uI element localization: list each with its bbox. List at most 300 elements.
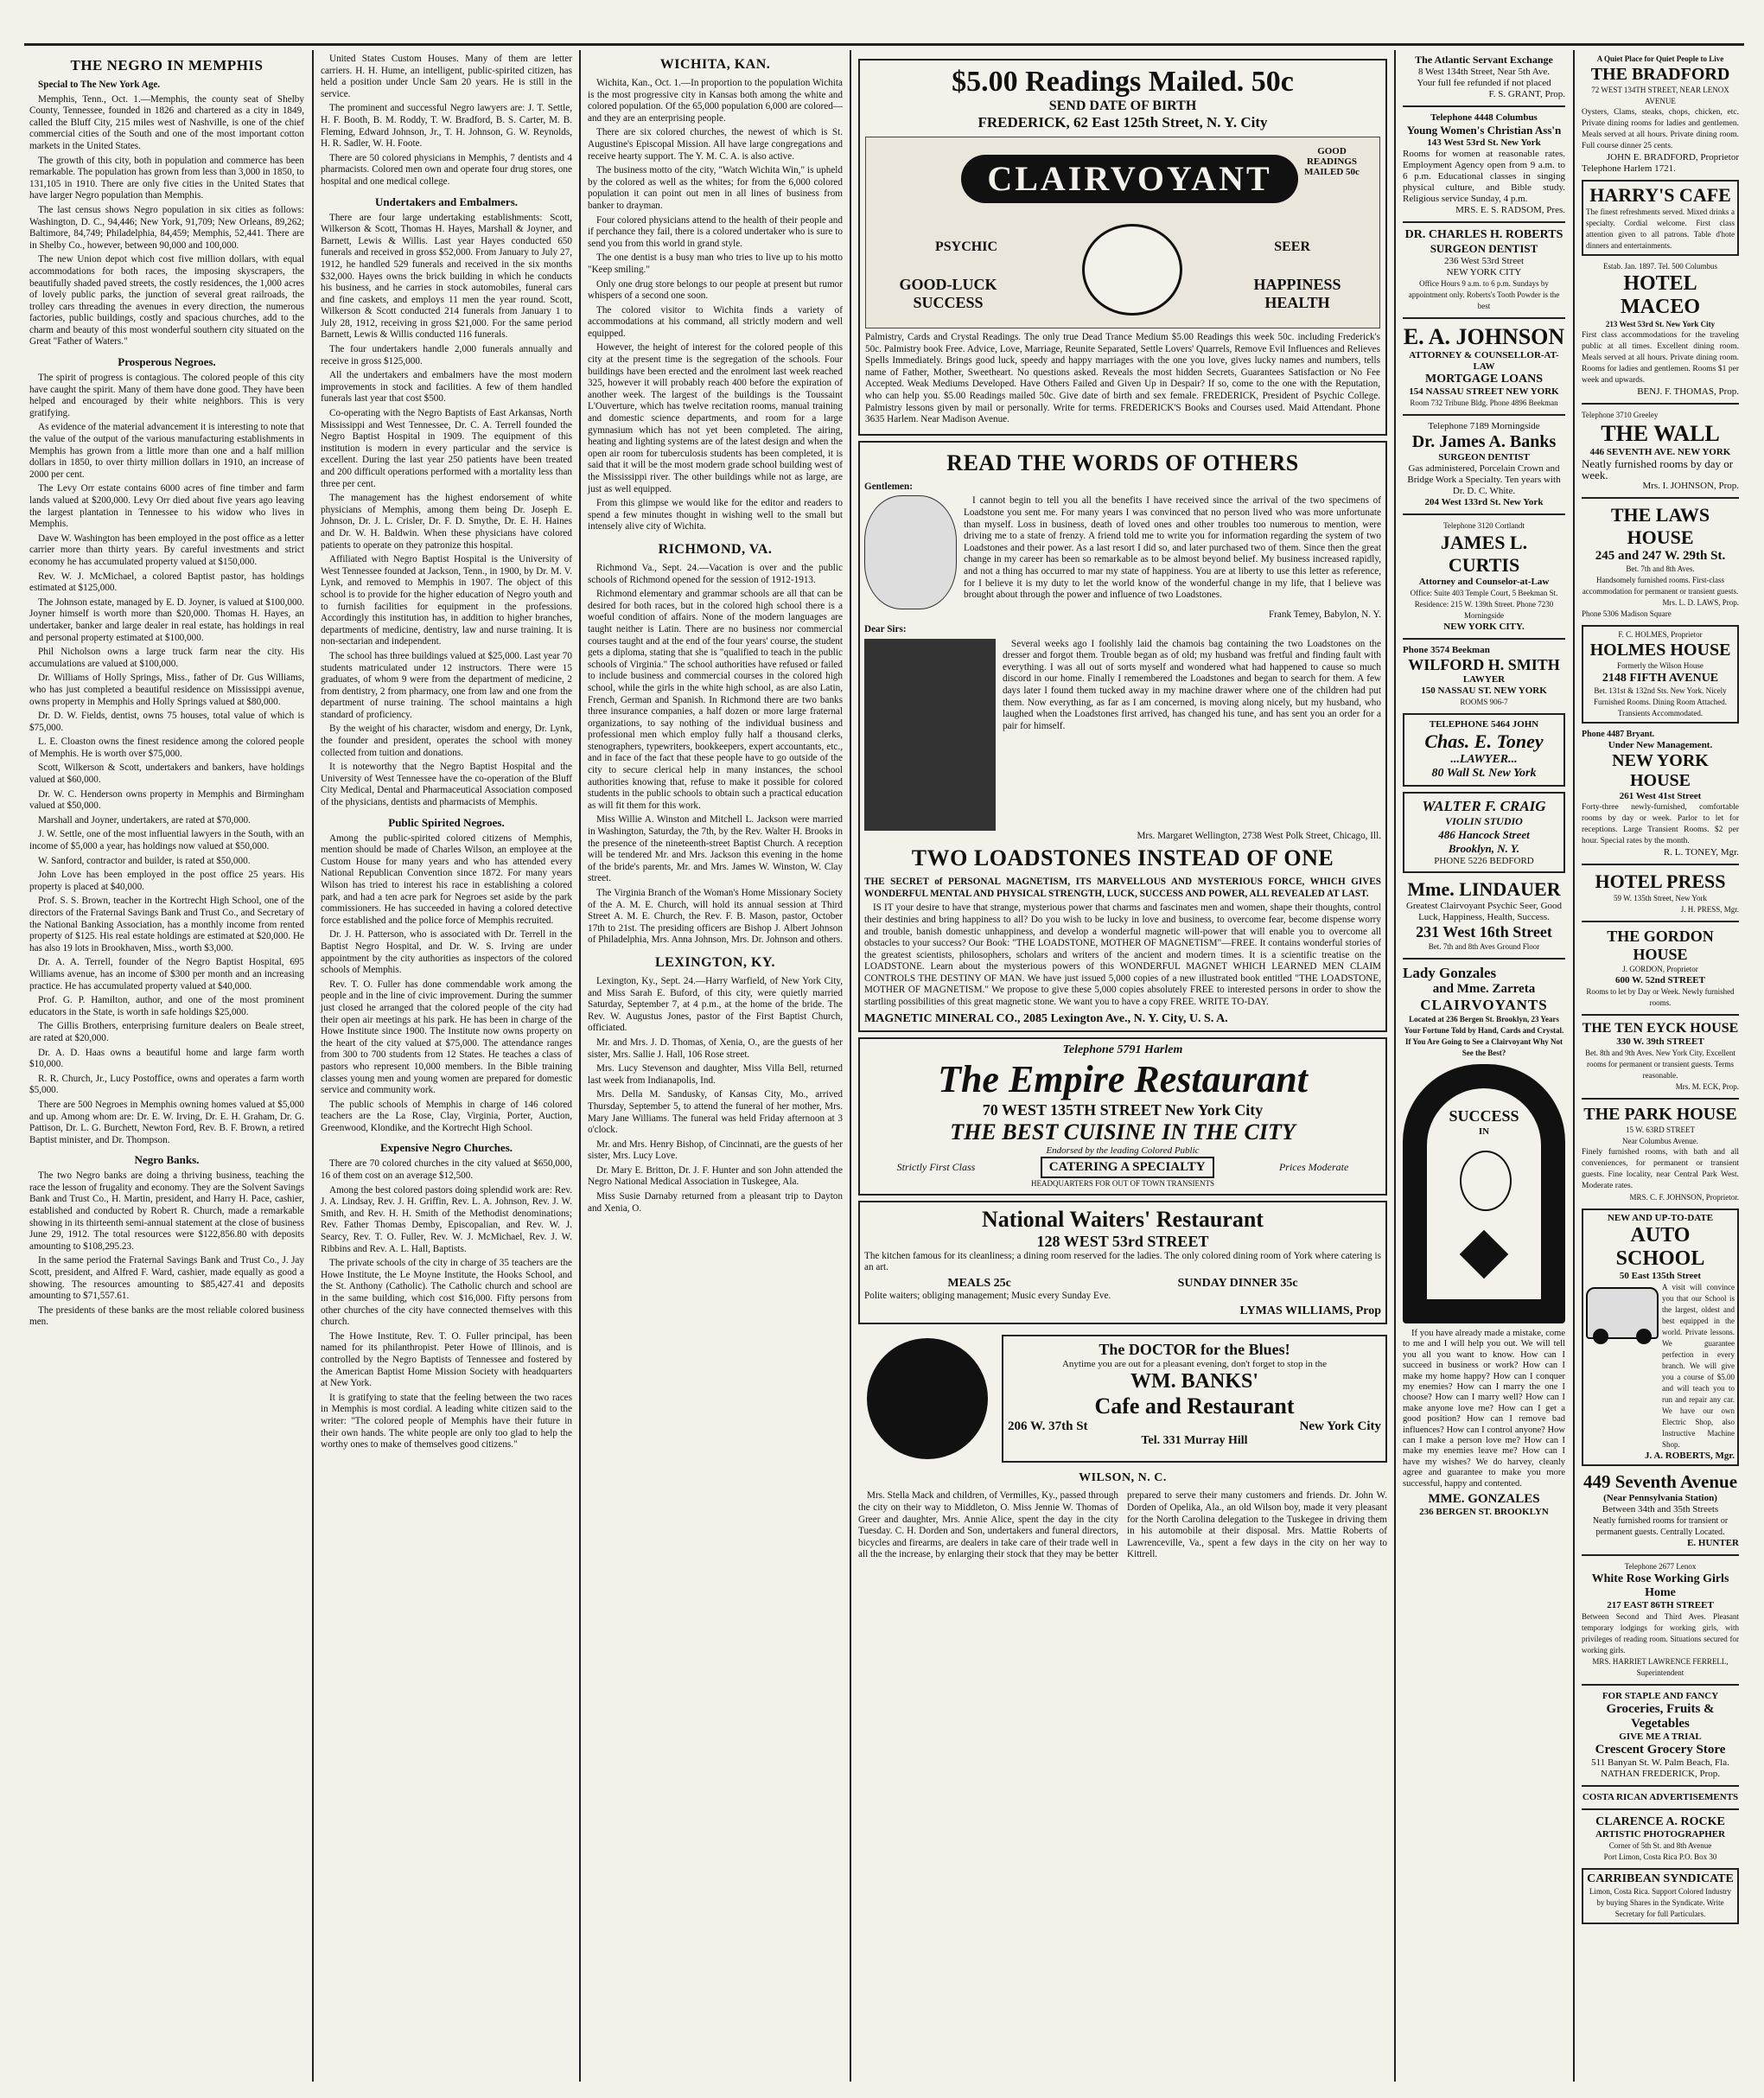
bradford-address: 72 WEST 134TH STREET, NEAR LENOX AVENUE [1591,86,1729,105]
column-rule-3 [850,50,851,2082]
craig-phone: PHONE 5226 BEDFORD [1434,856,1534,866]
holmes-text: Bet. 131st & 132nd Sts. New York. Nicely Furnished Rooms. Dining Room Attached. Transients Accommodated. [1594,686,1727,717]
banks-cafe-ad [1002,1335,1387,1463]
wall-ad [1582,410,1739,492]
paragraph: The Johnson estate, managed by E. D. Joyner, is valued at $100,000. Joyner himself is worth more than $20,000. Thomas H. Hayes, an undertaker, banker and large dealer in real estate, has holdings in real and personal property estimated at $100,000. [29,596,304,643]
signature-2: Mrs. Margaret Wellington, 2738 West Polk Street, Chicago, Ill. [1137,830,1381,841]
subhead-undertakers: Undertakers and Embalmers. [374,194,519,208]
waiters-sunday: SUNDAY DINNER 35c [1177,1276,1298,1290]
column-rule-5 [1573,50,1575,2082]
column-ads-center [853,54,1392,2076]
column-rule-2 [579,50,581,2082]
paragraph: W. Sanford, contractor and builder, is rated at $50,000. [38,855,251,866]
column-wichita [583,54,848,2076]
paragraph: Dr. A. A. Terrell, founder of the Negro Baptist Hospital, 695 Williams avenue, has an income of $300 per month and an increasing practice. He has accumulated property valued at $40,000. [29,957,304,992]
bradford-top: A Quiet Place for Quiet People to Live [1596,54,1724,63]
banks-cafe: Cafe and Restaurant [1094,1393,1295,1419]
ywca-address: 143 West 53rd St. New York [1427,137,1541,148]
holmes-proprietor: F. C. HOLMES, Proprietor [1618,630,1703,639]
auto-name: AUTO SCHOOL [1615,1224,1705,1270]
teneyck-text: Bet. 8th and 9th Aves. New York City. Excellent rooms for permanent or transient guests. Terms reasonable. [1585,1049,1735,1080]
column-ads-professional [1398,54,1570,2076]
carribean-ad [1582,1868,1739,1924]
maceo-name: HOTEL MACEO [1621,272,1700,318]
harrys-name: HARRY'S CAFE [1589,184,1731,206]
wall-address: 446 SEVENTH AVE. NEW YORK [1589,447,1731,457]
paragraph: In the same period the Fraternal Savings Bank and Trust Co., J. Jay Scott, president, and Alfred F. Ward, cashier, made equally as good a showing. The resources amounting to $85,427.41 and deposits amounting to $71,557.61. [29,1255,304,1302]
subhead-prosperous: Prosperous Negroes. [118,355,216,369]
article-body-2 [29,373,304,1146]
curtis-telephone: Telephone 3120 Cortlandt [1443,521,1525,530]
craig-ad [1403,792,1565,873]
carribean-name: CARRIBEAN SYNDICATE [1587,1872,1734,1885]
servant-exchange-ad [1403,54,1565,100]
gonzales-body: If you have already made a mistake, come to me and I will help you out. We will tell you all you want to know. How can I succeed in business or work? How can I make my home happy? How can I conquer my enemies? How can I marry the one I choose? How can I marry well? How can I make anyone love me? How can I get a good position? How can I remove bad influences? How can I control anyone? How can I make a person love me? How can I make my enemies leave me? How can I have my wishes? We do harvey, cleanly agree and guarantee to make you more successful, happy and contented. [1403,1329,1565,1489]
zarreta-name: and Mme. Zarreta [1432,982,1536,996]
letter-2: Several weeks ago I foolishly laid the chamois bag containing the two Loadstones on the dresser and forgot them. Trouble began as of old; my husband was fretful and finding fault with everything. I was all out of sorts myself and wondered what had happened to cause so much discord in our home. Finally I remembered the Loadstones and began to search for them. A few days later I found them tucked away in my machine drawer where one of the children had put them. Now everything, as far as I am concerned, is moving along nicely, but my husband, who laughed when the Loadstones first arrived, has changed his tune, and has sent you an order for a pair for himself. [1003,638,1381,731]
automobile-icon [1586,1287,1659,1339]
paragraph: Rev. T. O. Fuller has done commendable work among the people and in the line of civic improvement. During the summer just closed he arranged that the colored people of the city had their open air meetings at his park. He has been in charge of the Howe Institute since 1900. The Institute now owns property on the heart of the city valued at $75,000. The attendance ranges from 300 to 700 students from 12 States. He teaches a class of pastors who represent 10,000 members. In the Bible training classes young men and young women are prepared for domestic service and community work. [321,979,572,1096]
paragraph: The one dentist is a busy man who tries to live up to his motto "Keep smiling." [588,252,843,275]
rocke-address: Corner of 5th St. and 8th Avenue [1608,1841,1712,1850]
success-in-label: IN [1478,1126,1490,1137]
toney-ad [1403,713,1565,787]
gordon-address: 600 W. 52nd STREET [1615,975,1705,985]
roberts-ad [1403,228,1565,312]
gordon-ad [1582,928,1739,1009]
teneyck-name: THE TEN EYCK HOUSE [1582,1021,1739,1036]
portrait-woman [864,639,996,831]
article-title-lexington: LEXINGTON, KY. [654,954,776,970]
paragraph: J. W. Settle, one of the most influential lawyers in the South, with an income of $5,000 a year, has holdings now valued at $50,000. [29,829,304,852]
hotel-press-ad [1582,870,1739,915]
laws-proprietor: Mrs. L. D. LAWS, Prop. [1662,598,1739,607]
ywca-telephone: Telephone 4448 Columbus [1430,112,1538,123]
laws-between: Bet. 7th and 8th Aves. [1626,564,1695,573]
two-loadstones-title: TWO LOADSTONES INSTEAD OF ONE [911,845,1334,871]
auto-text: A visit will convince you that our School is the largest, oldest and best equipped in the world. Private lessons. We guarantee perfection in every branch. We will give you a course of $5.00 and will teach you to run and repair any car. We have our own Electric Shop, also Instructive Machine Shop. [1662,1283,1735,1449]
read-words-title: READ THE WORDS OF OTHERS [946,450,1299,475]
ywca-text: Rooms for women at reasonable rates. Employment Agency open from 9 a.m. to 6 p.m. Educational classes in singing physical culture, and Bible study. Religious service Sunday, 4 p.m. [1403,149,1565,204]
toney-title: ...LAWYER... [1450,753,1518,766]
paragraph: The spirit of progress is contagious. The colored people of this city have caught the spirit. Many of them have done good. They have been helped and encouraged by their white neighbors. This is very gratifying. [29,373,304,418]
paragraph: Rev. W. J. McMichael, a colored Baptist pastor, has holdings estimated at $125,000. [29,571,304,594]
holmes-former: Formerly the Wilson House [1617,661,1704,670]
paragraph: Memphis, Tenn., Oct. 1.—Memphis, the county seat of Shelby County, Tennessee, founded in 1826 and chartered as a city in 1849, called the Bluff City, 215 miles west of Nashville, is one of the chief commercial cities of the South and one of the most important cotton markets in the United States. [29,93,304,151]
paragraph: There are 500 Negroes in Memphis owning homes valued at $5,000 and up. Among whom are: Dr. E. W. Irving, Dr. E. H. Graham, Dr. G. Pattison, Dr. L. G. Burchett, Newton Ford, Rev. B. F. Brown, a retired Baptist minister, and Dr. Thompson. [29,1099,304,1145]
smith-ad [1403,645,1565,708]
maceo-proprietor: BENJ. F. THOMAS, Prop. [1637,386,1739,397]
wall-proprietor: Mrs. I. JOHNSON, Prop. [1642,481,1739,491]
white-address: 217 EAST 86TH STREET [1607,1600,1714,1610]
paragraph: The two Negro banks are doing a thriving business, teaching the race the lesson of frugality and economy. They are the Solvent Savings Bank and Trust Co., H. Martin, president, and Harry H. Pace, cashier, established and conducted by Robert R. Church, made a remarkable showing in its thirteenth semi-annual statement at the close of business June 29, 1912. The total resources were $122,856.80 with deposits amounting to $108,295.23. [29,1170,304,1252]
toney-telephone: TELEPHONE 5464 JOHN [1429,719,1539,730]
white-superintendent: MRS. HARRIET LAWRENCE FERRELL, Superintendent [1592,1657,1729,1677]
empire-prices: Prices Moderate [1278,1160,1349,1173]
clairvoyant-banner: CLAIRVOYANT [961,155,1298,203]
paragraph: Mr. and Mrs. Henry Bishop, of Cincinnati, are the guests of her sister, Mrs. Lucy Love. [588,1138,843,1162]
ad-headline: $5.00 Readings Mailed. 50c [952,66,1294,98]
gordon-text: Rooms to let by Day or Week. Newly furnished rooms. [1586,987,1735,1007]
paragraph: Among the best colored pastors doing splendid work are: Rev. J. A. Lindsay, Rev. J. H. Griffin, Rev. L. A. Johnson, Rev. J. W. Smith, and Rev. H. H. Smith of the Methodist denominations; Rev. Father Thomas Demby, Episcopalian, and Rev. W. J. Searcy, Rev. T. O. Fuller, Rev. W. J. McMichael, Rev. J. W. Ribbins and Rev. A. L. Hall, Baptists. [321,1184,572,1254]
two-loadstones-sub: THE SECRET of PERSONAL MAGNETISM, ITS MARVELLOUS AND MYSTERIOUS FORCE, WHICH GIVES WONDERFUL MENTAL AND PHYSICAL STRENGTH, LUCK, SUCCESS AND POWER, ALL REVEALED AT LAST. [864,877,1381,899]
paragraph: Miss Susie Darnaby returned from a pleasant trip to Dayton and Xenia, O. [588,1191,843,1214]
auto-school-ad [1582,1208,1739,1466]
gordon-name: THE GORDON HOUSE [1607,928,1714,963]
two-loadstones-body: IS IT your desire to have that strange, mysterious power that charms and fascinates men and women, shape their thoughts, control their destinies and bring happiness to all? Do you wish to be lucky in love and business, to overcome fear, become dispense worry and trouble, banish domestic unhappiness, and develop a wonderful magnetic will-power that will enable you to overcome all obstacles to your success? Our Book: "THE LOADSTONE, MOTHER OF MAGNETISM"—FREE. It contains wonderful stories of the greatest scientists, philosophers, scholars and writers of the ancient and modern times. It is a scientific treatise on the LOADSTONE. Learn about the mysterious powers of this WONDERFUL MAGNET WHICH LEARNED MEN CLAIM CONTROLS THE DESTINY OF MAN. We have just issued 5,000 copies of a new illustrated book entitled "THE LOADSTONE, MOTHER OF MAGNETISM." We propose to give these 5,000 copies absolutely FREE to interested persons in order to show the startling possibilities of this great magnetic stone. We want you to have a copy FREE. WRITE TO-DAY. [864,902,1381,1008]
seer-label: SEER [1274,239,1310,254]
nyh-address: 261 West 41st Street [1619,791,1702,801]
agency-name: The Atlantic Servant Exchange [1415,54,1553,66]
park-proprietor: MRS. C. F. JOHNSON, Proprietor. [1629,1193,1739,1202]
seventh-between: Between 34th and 35th Streets [1602,1504,1719,1515]
grocery-top: FOR STAPLE AND FANCY [1602,1691,1719,1701]
carribean-text: Limon, Costa Rica. Support Colored Industry by buying Shares in the Syndicate. Write Secretary for full Particulars. [1589,1887,1732,1918]
wall-name: THE WALL [1601,421,1720,446]
paragraph: The presidents of these banks are the most reliable colored business men. [29,1304,304,1328]
banks-dentist-address: 204 West 133rd St. New York [1424,497,1544,507]
gonzales-ad [1403,965,1565,1518]
johnson-name: E. A. JOHNSON [1403,324,1565,349]
banks-name: WM. BANKS' [1130,1370,1258,1393]
paragraph: The school has three buildings valued at $25,000. Last year 70 students matriculated under 12 instructors. There were 15 graduates, of whom 9 were from the department of medicine, 2 from dentistry, 2 from pharmacy, one from law and one from the department of nurse training. The school maintains a high standard of proficiency. [321,650,572,720]
bradford-name: THE BRADFORD [1590,65,1730,84]
frederick-ad [858,59,1387,436]
grocery-address: 511 Banyan St. W. Palm Beach, Fla. [1591,1757,1729,1768]
top-rule [24,43,1744,46]
bradford-text: Oysters, Clams, steaks, chops, chicken, etc. Private dining rooms for ladies and gentlemen. Meals served at all hours. Private dining room. Full course dinner 25 cents. [1582,108,1739,150]
subhead-churches: Expensive Negro Churches. [380,1141,513,1155]
gonzales-footer-address: 236 BERGEN ST. BROOKLYN [1419,1507,1549,1518]
paragraph: Dr. A. D. Haas owns a beautiful home and large farm worth $10,000. [29,1047,304,1070]
paragraph: The business motto of the city, "Watch Wichita Win," is upheld by the colored as well as the whites; for from the 6,000 colored population it can point out men in all lines of business from banker to drayman. [588,165,843,211]
smith-phone: Phone 3574 Beekman [1403,645,1490,655]
ad-send-date: SEND DATE OF BIRTH [1048,99,1197,113]
dateline: Special to The New York Age. [38,80,161,90]
article-body [588,78,843,533]
paragraph: L. E. Cloaston owns the finest residence among the colored people of Memphis. He is worth over $75,000. [29,737,304,759]
gordon-proprietor: J. GORDON, Proprietor [1622,965,1698,973]
curtis-ad [1403,520,1565,633]
paragraph: Co-operating with the Negro Baptists of East Arkansas, North Mississippi and West Tennessee, Dr. C. A. Terrell founded the Negro Baptist Hospital in 1909. The equipment of this institution is modern in every particular and the service is excellent. During the last year 250 patients have been treated and 200 difficult operations performed with a mortality less than three per cent. [321,408,572,489]
holmes-ad [1582,625,1739,724]
grocery-headline: Groceries, Fruits & Vegetables [1606,1702,1715,1731]
rocke-city: Port Limon, Costa Rica P.O. Box 30 [1603,1852,1717,1861]
paragraph: Richmond elementary and grammar schools are all that can be desired for both races, but in the colored high school there is a woeful condition of affairs. None of the modern languages are taught neither is Latin. There are no business nor commercial courses taught and at the end of the four years' course, the student gets a diploma, stating that she is "qualified to teach in the public schools of Virginia." The school authorities have refused or failed to include business and commercial courses in the colored high school, while the girls in the white high school, as are also Latin, French, German and Spanish. In Richmond there are two banks three insurance companies, a half dozen or more large fraternal organizations, to say nothing of the individual business and professional men which employ fully half a thousand clerks, stenographers, typewriters, bookkeepers, expert accountants, etc., and in face of the fact that these people have to go outside of the city to secure clerical help in many instances, the school authorities knowing that, refuse to make it possible for colored students in the public schools to obtain such a practical education as will fit them for this work. [588,589,843,811]
black-circle-graphic [858,1330,997,1468]
banks-dentist-title: SURGEON DENTIST [1438,452,1530,462]
nyh-text: Forty-three newly-furnished, comfortable rooms by day or week. Parlor to let for receptions. Large Transient Rooms. $2 per hour. Special rates by the month. [1582,803,1739,845]
paragraph: It is noteworthy that the Negro Baptist Hospital and the University of West Tennessee have the co-operation of the Bluff City Medical, Dental and Pharmaceutical Association composed of the physicians, dentists and pharmacists of Memphis. [321,762,572,808]
press-name: HOTEL PRESS [1595,870,1726,892]
roberts-title: SURGEON DENTIST [1430,242,1538,255]
paragraph: Four colored physicians attend to the health of their people and if perchance they fail, there is a colored undertaker who is sure to send you from this world in grand style. [588,214,843,249]
banks-dentist-name: Dr. James A. Banks [1411,432,1557,451]
bradford-ad [1582,54,1739,175]
craig-address: 486 Hancock Street [1438,828,1530,841]
face-icon [1460,1151,1512,1211]
empire-telephone: Telephone 5791 Harlem [1062,1043,1183,1056]
paragraph: Affiliated with Negro Baptist Hospital is the University of West Tennessee founded at Jackson, Tenn., in 1900, by Dr. M. V. Lynk, and removed to Memphis in 1907. The object of this school is to provide for the higher education of Negro youth and to furnish facilities for equipment in the professions. Accordingly this institution has, in addition to higher branches, departments of medicine, dentistry, law and nurse training. It is non-sectarian and independent. [321,554,572,647]
auto-address: 50 East 135th Street [1619,1271,1702,1281]
paragraph: The Gillis Brothers, enterprising furniture dealers on Beale street, are rated at $20,000. [29,1021,304,1043]
empire-restaurant-ad [858,1037,1387,1196]
roberts-address: 236 West 53rd Street [1443,256,1525,266]
nyh-management: Under New Management. [1608,740,1713,750]
paragraph: Marshall and Joyner, undertakers, are rated at $70,000. [38,814,251,826]
doctor-sub: Anytime you are out for a pleasant evening, don't forget to stop in the [1061,1359,1328,1370]
paragraph: The colored visitor to Wichita finds a variety of accommodations at his command, all strictly modern and well equipped. [588,304,843,339]
smith-room: ROOMS 906-7 [1460,698,1508,706]
paragraph: There are 50 colored physicians in Memphis, 7 dentists and 4 pharmacists. Colored men own and operate four drug stores, one hospital and one medical college. [321,152,572,187]
paragraph: The Virginia Branch of the Woman's Home Missionary Society of the A. M. E. Church, will hold its annual session at Third Street A. M. E. Church, the Rev. F. B. Mason, pastor, October 17th to 21st. The presiding officers are Bishop J. Albert Johnson of Philadelphia, Mrs. Anna Johnson, Mrs. Dr. Johnson and others. [588,888,843,946]
teneyck-address: 330 W. 39th STREET [1616,1036,1704,1047]
laws-phone: Phone 5306 Madison Square [1582,609,1672,618]
good-readings-label: GOOD READINGS MAILED 50c [1304,146,1360,177]
smith-address: 150 NASSAU ST. NEW YORK [1421,686,1547,696]
curtis-name: JAMES L. CURTIS [1440,532,1528,576]
waiters-body: The kitchen famous for its cleanliness; a dining room reserved for the ladies. The only colored dining room of York where catering is an art. [864,1250,1381,1273]
doctor-headline: The DOCTOR for the Blues! [1099,1341,1290,1359]
toney-name: Chas. E. Toney [1424,730,1544,752]
paragraph: Dr. J. H. Patterson, who is associated with Dr. Terrell in the Baptist Negro Hospital, and Dr. W. S. Irving are under appointment by the city authorities as inspectors of the colored schools of Memphis. [321,929,572,976]
paragraph: Richmond Va., Sept. 24.—Vacation is over and the public schools of Richmond opened for the session of 1912-1913. [588,562,843,585]
press-address: 59 W. 135th Street, New York [1613,894,1707,902]
happiness-label: HAPPINESS HEALTH [1253,276,1341,311]
article-body-2 [321,213,572,809]
laws-name: THE LAWS HOUSE [1610,504,1710,548]
maceo-ad [1582,261,1739,398]
johnson-mortgage: MORTGAGE LOANS [1424,373,1544,386]
article-body [321,103,572,188]
maceo-established: Estab. Jan. 1897. Tel. 500 Columbus [1603,262,1717,271]
lindauer-ad [1403,878,1565,953]
white-rose-ad [1582,1561,1739,1679]
paragraph: Dr. Williams of Holly Springs, Miss., father of Dr. Gus Williams, who has just completed a beautiful residence on Mississippi avenue, owns property in Memphis and Holly Springs valued at $80,000. [29,673,304,707]
magnetic-mineral-address: MAGNETIC MINERAL CO., 2085 Lexington Ave., N. Y. City, U. S. A. [864,1011,1228,1025]
article-title-richmond: RICHMOND, VA. [658,541,773,557]
paragraph: Dr. D. W. Fields, dentist, owns 75 houses, total value of which is $75,000. [29,711,304,733]
lindauer-between: Bet. 7th and 8th Aves Ground Floor [1428,942,1540,951]
grocery-give: GIVE ME A TRIAL [1619,1731,1702,1742]
paragraph: Lexington, Ky., Sept. 24.—Harry Warfield, of New York City, and Miss Sarah E. Buford, of this city, were quietly married Saturday, September 7, at 4 p.m., at the home of the bride. The Rev. W. Augustus Jones, pastor of the First Baptist Church, officiated. [588,975,843,1034]
subhead-banks: Negro Banks. [134,1153,200,1167]
crystal-ball-icon [1082,224,1182,316]
harrys-text: The finest refreshments served. Mixed drinks a specialty. Cordial welcome. First class attention given to all patrons. Table d'hote dinners and entertainments. [1586,207,1735,250]
rocke-ad [1582,1815,1739,1863]
ten-eyck-ad [1582,1021,1739,1093]
nyh-phone: Phone 4487 Bryant. [1582,730,1655,739]
paragraph: Scott, Wilkerson & Scott, undertakers and bankers, have holdings valued at $60,000. [29,762,304,786]
paragraph: From this glimpse we would like for the editor and readers to spend a few minutes thought in wishing well to the small but intensely alive city of Wichita. [588,498,843,532]
paragraph: The four undertakers handle 2,000 funerals annually and receive in gross $125,000. [321,344,572,367]
craig-city: Brooklyn, N. Y. [1448,842,1520,855]
paragraph: Mr. and Mrs. J. D. Thomas, of Xenia, O., are the guests of her sister, Mrs. Sallie J. Hall, 106 Rose street. [588,1036,843,1060]
seventh-proprietor: E. HUNTER [1687,1538,1739,1548]
clairvoyants-address: Located at 236 Bergen St. Brooklyn, 23 Years [1409,1015,1559,1023]
grocery-ad [1582,1691,1739,1780]
roberts-hours: Office Hours 9 a.m. to 6 p.m. Sundays by appointment only. Roberts's Tooth Powder is the best [1408,279,1560,310]
press-proprietor: J. H. PRESS, Mgr. [1680,905,1739,914]
waiters-meals: MEALS 25c [947,1276,1011,1290]
paragraph: Prof. S. S. Brown, teacher in the Kortrecht High School, one of the directors of the Fraternal Savings Bank and Trust Co., and Secretary of the National Banking Association, has a monthly income from rented property of $125. His real estate holdings are estimated at $20,000. He has also 19 lots in Brookhaven, Miss., worth $3,000. [29,896,304,953]
seventh-near: (Near Pennsylvania Station) [1603,1493,1717,1503]
paragraph: R. R. Church, Jr., Lucy Postoffice, owns and operates a farm worth $5,000. [29,1073,304,1096]
letter-1: I cannot begin to tell you all the benefits I have received since the arrival of the two specimens of Loadstone you sent me. For many years I was convinced that no person lived who was more unfortunate than myself. Loss in business, death of loved ones and other troubles too numerous to mention, were driving me to a state of frenzy. A friend told me to write you for information regarding the system of two Loadstones and their power. As a last resort I did so, and later purchased two of them. Since then the great change in my career has been so remarkable as to be almost beyond belief. My business increased rapidly, and not a thing has occurred to mar my state of happiness. You are at liberty to use this letter as reference, for I believe it is my duty to let the world know of the wonderful change in my life, that I believe was brought about through the power and influence of two Loadstones. [964,495,1381,601]
empire-endorse: Endorsed by the leading Colored Public [1046,1145,1200,1156]
park-house-ad [1582,1105,1739,1203]
salutation-2: Dear Sirs: [864,623,907,635]
curtis-title: Attorney and Counselor-at-Law [1418,577,1550,587]
laws-address: 245 and 247 W. 29th St. [1595,549,1726,563]
gonzales-name: Lady Gonzales [1403,965,1497,981]
maceo-text: First class accommodations for the traveling public at all times. Excellent dining room. Meals served at all hours. Private dining room. Rooms for ladies and gentlemen. Rooms $1 per week and upwards. [1582,331,1739,385]
park-near: Near Columbus Avenue. [1621,1137,1699,1145]
bradford-proprietor: JOHN E. BRADFORD, Proprietor [1606,152,1739,163]
column-rule-4 [1394,50,1396,2082]
wilson-body: Mrs. Stella Mack and children, of Vermilles, Ky., passed through the city on their way to Middleton, O. Miss Jennie W. Thomas of Greer and daughter, Mrs. Annie Alice, spent the day in the city Tuesday. C. H. Dorden and Son, undertakers and funeral directors, bicycles and firearms, are dealers in take care of their trade well in all the the increase, by enlarging their stock that they may be better prepared to serve their many customers and friends. Dr. John W. Dorden of Opelika, Ala., an old Wilson boy, made it very pleasant for the North Carolina delegation to the Tuskegee in driving them in his automobile at their disposal. Mrs. Mattie Roberts of Lawrenceville, Va., spent a few days in the city on her way to Kittrell. [858,1490,1387,1560]
agency-proprietor: F. S. GRANT, Prop. [1488,89,1565,99]
banks-dentist-text: Gas administered, Porcelain Crown and Bridge Work a Specialty. Ten years with Dr. D. C. White. [1407,463,1561,496]
ad-address: FREDERICK, 62 East 125th Street, N. Y. City [978,114,1268,131]
holmes-name: HOLMES HOUSE [1589,641,1731,660]
paragraph: The last census shows Negro population in six cities as follows: Washington, D. C., 94,446; New York, 91,709; New Orleans, 89,262; Baltimore, 84,749; Philadelphia, 84,459; Memphis, 52,441. There are in Shelby Co., however, between 90,000 and 100,000. [29,204,304,251]
empire-name: The Empire Restaurant [938,1057,1308,1100]
banks-city: New York City [1299,1419,1381,1434]
paragraph: Miss Willie A. Winston and Mitchell L. Jackson were married in Washington, Saturday, the 7th, by the Rev. Walter H. Brooks in the presence of the nineteenth-street Baptist Church. A reception will be tendered Mr. and Mrs. Jackson this evening in the home of the bride's parents, Mr. and Mrs. James W. Winston, W. Clay street. [588,814,843,884]
park-address: 15 W. 63RD STREET [1625,1126,1695,1134]
gonzales-footer-name: MME. GONZALES [1428,1492,1540,1507]
waiters-address: 128 WEST 53rd STREET [1036,1232,1209,1250]
love-label: LOVE [1471,1304,1497,1313]
paragraph: However, the height of interest for the colored people of this city at the present time is the segregation of the schools. Four buildings have been erected and the enrolment last week reached 325, however it will probably reach 400 before the expiration of another week. The largest of the buildings is the Toussaint L'Ouverture, which has twelve recitation rooms, manual training and domestic science departments, and room for a large gymnasium which has not yet been completed. The airing, heating and lighting systems are of the latest design and when the open air room for tuberculosis students has been completed, it is said that it will be the most modern grade school building west of the Mississippi river. The other buildings while not as large, are just as well equipped. [588,342,843,494]
park-text: Finely furnished rooms, with bath and all conveniences, for permanent or transient guests. Fine locality, near Central Park West. Moderate rates. [1582,1148,1739,1190]
paragraph: The private schools of the city in charge of 35 teachers are the Howe Institute, the Le Moyne Institute, the Hooks School, and the St. Anthony (Catholic). The Catholic church and school are in the same building, which cost $16,000. Fifty persons from other churches of the city have connected themselves with this church. [321,1258,572,1328]
park-name: THE PARK HOUSE [1583,1105,1737,1124]
article-body-2 [588,563,843,947]
harrys-cafe-ad [1582,180,1739,256]
paragraph: There are 70 colored churches in the city valued at $650,000, 16 of them cost on an average $12,500. [321,1158,572,1182]
rocke-name: CLARENCE A. ROCKE [1595,1815,1725,1828]
portrait-man [864,495,957,609]
paragraph: The Howe Institute, Rev. T. O. Fuller principal, has been named for its philanthropist. Peter Howe of Illinois, and is controlled by the Negro Baptists of Tennessee and fostered by the American Baptist Home Mission Society with headquarters at New York. [321,1330,572,1389]
wall-text: Neatly furnished rooms by day or week. [1582,457,1734,481]
paragraph: Mrs. Lucy Stevenson and daughter, Miss Villa Bell, returned last week from Indianapolis, Ind. [588,1063,843,1086]
rocke-title: ARTISTIC PHOTOGRAPHER [1595,1829,1726,1840]
paragraph: The Levy Orr estate contains 6000 acres of fine timber and farm lands valued at $200,000. Levy Orr died about five years ago leaving the largest plantation in Tennessee to his widow who lives in Memphis. [29,483,304,530]
craig-name: WALTER F. CRAIG [1422,798,1546,814]
agency-address: 8 West 134th Street, Near 5th Ave. [1417,67,1551,77]
paragraph: There are six colored churches, the newest of which is St. Augustine's Episcopal Mission. All have large congregations and receive hearty support. The Y. M. C. A. is also active. [588,127,843,162]
white-telephone: Telephone 2677 Lenox [1624,1562,1697,1571]
salutation: Gentlemen: [864,481,913,492]
empire-catering: CATERING A SPECIALTY [1041,1157,1214,1178]
toney-address: 80 Wall St. New York [1431,767,1537,780]
johnson-title: ATTORNEY & COUNSELLOR-AT-LAW [1409,350,1559,372]
nyh-name: NEW YORK HOUSE [1612,751,1709,790]
waiters-restaurant-ad [858,1201,1387,1325]
agency-text: Your full fee refunded if not placed [1417,78,1551,88]
empire-best: THE BEST CUISINE IN THE CITY [950,1119,1296,1145]
ad-body: Palmistry, Cards and Crystal Readings. The only true Dead Trance Medium $5.00 Readings this week 50c. including Frederick's 50c. Palmistry book Free. Advice, Love, Marriage, Reunite Separated, Settle Lovers' Quarrels, Remove Evil Influences and Relieves Spells Immediately. Brings good luck, speedy and happy marriages with the one you love, gives lucky names and numbers, tells name of Father, Mother, Sweetheart. No questions asked. Reveals the most hidden Secrets, Guarantees Satisfaction or No Fee Accepted. Weak Mediums Developed. Have Others Failed and Given Up in Despair? If so, come to the one with the Reputation, who can help you. $5.00 Readings mailed 50c. Give date of birth and sex female. FREDERICK, President of Psychic College. Palmistry lessons given by mail or personally. Write for terms. FREDERICK'S Books and Courses used. Maid Attendant. Phone 3635 Harlem. Near Madison Avenue. [865,332,1380,425]
paragraph: Among the public-spirited colored citizens of Memphis, mention should be made of Charles Wilson, an employee at the Custom House for many years and who has attended every National Republican Convention since 1872. For many years Wilson has tried to interest his race in establishing a colored park, and had a ten acre park for Negroes set aside by the park commissioners. He has succeeded in having a colored detective force established and the police force of Memphis recruited. [321,832,572,926]
column-memphis-cont [315,54,577,2076]
laws-text: Handsomely furnished rooms. First-class accommodation for permanent or transient guests. [1582,576,1739,596]
column-rule-1 [312,50,314,2082]
newspaper-page [24,35,1744,2083]
intro-paragraph: United States Custom Houses. Many of them are letter carriers. H. H. Hume, an intelligent, public-spirited citizen, has held a position under Uncle Sam 20 years. He is still in the service. [321,54,572,99]
paragraph: Only one drug store belongs to our people at present but rumor whispers of a second one soon. [588,278,843,302]
paragraph: There are four large undertaking establishments: Scott, Wilkerson & Scott, Thomas H. Hayes, Marshall & Joyner, and Barnett, Lewis & Willis. Last year Hayes conducted 650 funerals and received in gross $52,000. From January to July 27, 1912, he handled 529 funerals and received in the six months $32,000. Hayes owns the brick building in which he conducts his business, and he carries in stock automobiles, funeral cars and fine caskets, and employs 11 men the year round. Scott, Wilkerson & Scott conducted 214 funerals from January 1 to July 28, 1912, receiving in gross $21,000. For the same period Barnett, Lewis & Willis conducted 116 funerals. [321,212,572,341]
goodluck-label: GOOD-LUCK SUCCESS [899,276,997,311]
laws-ad [1582,504,1739,620]
paragraph: Prof. G. P. Hamilton, author, and one of the most prominent educators in the State, is worth in safe holdings $25,000. [29,995,304,1017]
waiters-body-2: Polite waiters; obliging management; Music every Sunday Eve. [864,1290,1111,1301]
roberts-name: DR. CHARLES H. ROBERTS [1404,228,1563,241]
johnson-address: 154 NASSAU STREET NEW YORK [1409,386,1559,397]
article-title-wichita: WICHITA, KAN. [659,57,771,72]
ywca-name: Young Women's Christian Ass'n [1406,124,1562,137]
waiters-proprietor: LYMAS WILLIAMS, Prop [1239,1304,1381,1318]
banks-telephone: Telephone 7189 Morningside [1428,421,1540,431]
banks-dentist-ad [1403,421,1565,508]
paragraph: All the undertakers and embalmers have the most modern improvements in stock and facilities. A few of them handled funerals last year that cost $500. [321,370,572,405]
article-body-4 [321,1158,572,1451]
paragraph: The growth of this city, both in population and commerce has been remarkable. The population has grown from less than 3,000 in 1850, to 131,105 in 1910. There are only five cities in the United States that have larger Negro population than Memphis. [29,155,304,201]
nyh-proprietor: R. L. TONEY, Mgr. [1663,847,1739,858]
article-body [29,94,304,348]
lindauer-name: Mme. LINDAUER [1407,878,1561,900]
roberts-city: NEW YORK CITY [1446,267,1522,277]
curtis-city: NEW YORK CITY. [1443,622,1525,632]
clairvoyants-label: CLAIRVOYANTS [1420,997,1548,1013]
seventh-name: 449 Seventh Avenue [1583,1471,1738,1492]
signature-1: Frank Temey, Babylon, N. Y. [1268,609,1381,621]
ywca-ad [1403,112,1565,216]
paragraph: The management has the highest endorsement of white physicians of Memphis, among them being Dr. Joseph E. Johnson, Dr. J. L. Crisler, Dr. F. D. Smythe, Dr. E. H. Haines and Dr. W. H. Baldwin. When these physicians have colored patients to operate on they patronize this hospital. [321,493,572,551]
lindauer-address: 231 West 16th Street [1416,923,1552,941]
white-text: Between Second and Third Aves. Pleasant temporary lodgings for working girls, with privileges of reading room. Situations secured for working girls. [1582,1612,1739,1655]
smith-title: LAWYER [1462,674,1506,685]
paragraph: Dr. Mary E. Britton, Dr. J. F. Hunter and son John attended the Negro National Medical Association in Tuskegee, Ala. [588,1164,843,1188]
success-label: SUCCESS [1449,1107,1519,1125]
smith-name: WILFORD H. SMITH [1408,656,1560,673]
horseshoe-illustration [1403,1064,1565,1323]
grocery-name: Crescent Grocery Store [1595,1743,1726,1757]
auto-manager: J. A. ROBERTS, Mgr. [1644,1451,1735,1461]
new-york-house-ad [1582,729,1739,858]
clairvoyants-text: Your Fortune Told by Hand, Cards and Crystal. If You Are Going to See a Clairvoyant Why Not See the Best? [1404,1026,1564,1057]
paragraph: As evidence of the material advancement it is interesting to note that the value of the output of the various manufacturing establishments in Memphis has grown from a little more than one and a half million dollars in 1850, to over thirty million dollars in 1910, an increase of 2000 per cent. [29,422,304,480]
paragraph: Dave W. Washington has been employed in the post office as a letter carrier more than thirty years. By careful investments and strict economy he has accumulated property valued at $150,000. [29,532,304,567]
grocery-proprietor: NATHAN FREDERICK, Prop. [1600,1769,1721,1779]
column-ads-hotels [1576,54,1744,2076]
curtis-office: Office: Suite 403 Temple Court, 5 Beekman St. Residence: 215 W. 139th Street. Phone 7230 Morningside [1410,589,1558,620]
ywca-president: MRS. E. S. RADSOM, Pres. [1455,205,1565,215]
seventh-text: Neatly furnished rooms for transient or permanent guests. Centrally Located. [1592,1516,1729,1537]
costa-rican-heading: COSTA RICAN ADVERTISEMENTS [1582,1792,1739,1802]
paragraph: Mrs. Della M. Sandusky, of Kansas City, Mo., arrived Thursday, September 5, to attend the funeral of her mother, Mrs. Mary Jane Williams. The funeral was held Friday afternoon at 3 o'clock. [588,1089,843,1136]
empire-address: 70 WEST 135TH STREET New York City [982,1100,1264,1119]
waiters-title: National Waiters' Restaurant [982,1206,1264,1232]
johnson-ad [1403,324,1565,409]
article-title-wilson: WILSON, N. C. [1079,1471,1167,1485]
column-memphis [24,54,309,2076]
banks-telephone: Tel. 331 Murray Hill [1141,1434,1248,1448]
subhead-public-spirited: Public Spirited Negroes. [388,815,505,829]
paragraph: Phil Nicholson owns a large truck farm near the city. His accumulations are valued at $100,000. [29,647,304,669]
paragraph: The public schools of Memphis in charge of 146 colored teachers are the La Rose, Clay, Virginia, Porter, Auction, Greenwood, Klondike, and the Kortrecht High School. [321,1099,572,1133]
